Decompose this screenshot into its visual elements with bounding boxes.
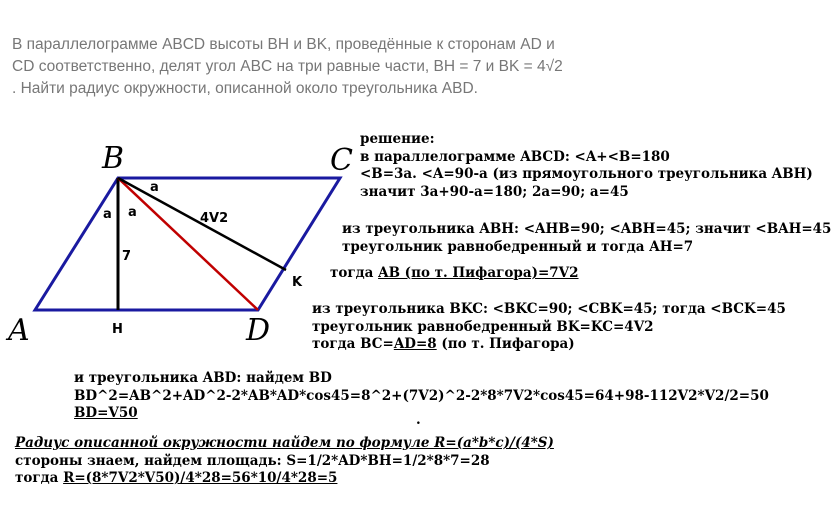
problem-statement bbox=[12, 34, 652, 100]
problem-line-1: В параллелограмме ABCD высоты BH и BK, проведённые к сторонам AD и bbox=[12, 36, 555, 53]
solution-line: треугольник равнобедренный BK=KC=4V2 bbox=[312, 318, 654, 335]
solution-line bbox=[312, 336, 786, 354]
radius-formula-line: Радиус описанной окружности найдем по формуле R=(a*b*c)/(4*S) bbox=[15, 435, 554, 451]
solution-line: BD^2=AB^2+AD^2-2*AB*AD*cos45=8^2+(7V2)^2-2*8*7V2*cos45=64+98-112V2*V2/2=50 bbox=[74, 387, 769, 404]
ab-result-underlined: AB (по т. Пифагора)=7V2 bbox=[378, 265, 579, 281]
bd-result-underlined: BD=V50 bbox=[74, 405, 138, 421]
radius-result-underlined: R=(8*7V2*V50)/4*28=56*10/4*28=5 bbox=[63, 470, 338, 486]
angle-a-label-3: a bbox=[128, 205, 137, 220]
solution-line: стороны знаем, найдем площадь: S=1/2*AD*BH=1/2*8*7=28 bbox=[15, 452, 490, 469]
solution-text: тогда bbox=[15, 470, 64, 486]
solution-block-2 bbox=[342, 221, 831, 256]
solution-text: тогда BC= bbox=[312, 336, 394, 352]
angle-a-label-1: a bbox=[150, 180, 159, 195]
solution-line: из треугольника ABH: <AHB=90; <ABH=45; значит <BAH=45 bbox=[342, 221, 831, 237]
bh-length-label: 7 bbox=[122, 249, 132, 264]
problem-line-3: . Найти радиус окружности, описанной около треугольника ABD. bbox=[12, 80, 478, 97]
point-h-label: H bbox=[112, 322, 123, 337]
solution-text: (по т. Пифагора) bbox=[436, 336, 575, 352]
solution-block-1 bbox=[360, 131, 813, 201]
solution-line: <B=3a. <A=90-a (из прямоугольного треугольника ABH) bbox=[360, 166, 813, 182]
parallelogram-figure bbox=[0, 130, 353, 350]
point-k-label: K bbox=[292, 275, 303, 290]
problem-line-2: CD соответственно, делят угол ABC на три равные части, BH = 7 и BK = 4√2 bbox=[12, 58, 563, 75]
solution-ab-result bbox=[330, 265, 579, 283]
solution-text: тогда bbox=[330, 265, 379, 281]
stray-dot: . bbox=[416, 412, 421, 428]
angle-a-label-2: a bbox=[103, 207, 112, 222]
solution-line bbox=[15, 470, 554, 488]
solution-line: и треугольника ABD: найдем BD bbox=[74, 370, 332, 386]
solution-block-3 bbox=[312, 301, 786, 354]
vertex-d-label: D bbox=[246, 313, 271, 348]
solution-line: треугольник равнобедренный и тогда AH=7 bbox=[342, 238, 694, 255]
solution-block-5 bbox=[15, 435, 554, 488]
bk-length-label: 4V2 bbox=[200, 211, 229, 226]
solution-line: решение: bbox=[360, 131, 435, 147]
solution-block-4 bbox=[74, 370, 769, 423]
vertex-b-label: B bbox=[102, 141, 125, 176]
solution-line: значит 3a+90-a=180; 2a=90; a=45 bbox=[360, 183, 629, 200]
vertex-c-label: C bbox=[330, 143, 353, 178]
solution-line: из треугольника BKC: <BKC=90; <CBK=45; тогда <BCK=45 bbox=[312, 301, 786, 317]
vertex-a-label: A bbox=[8, 313, 30, 348]
ad-result-underlined: AD=8 bbox=[393, 336, 437, 352]
solution-line: в параллелограмме ABCD: <A+<B=180 bbox=[360, 148, 670, 165]
